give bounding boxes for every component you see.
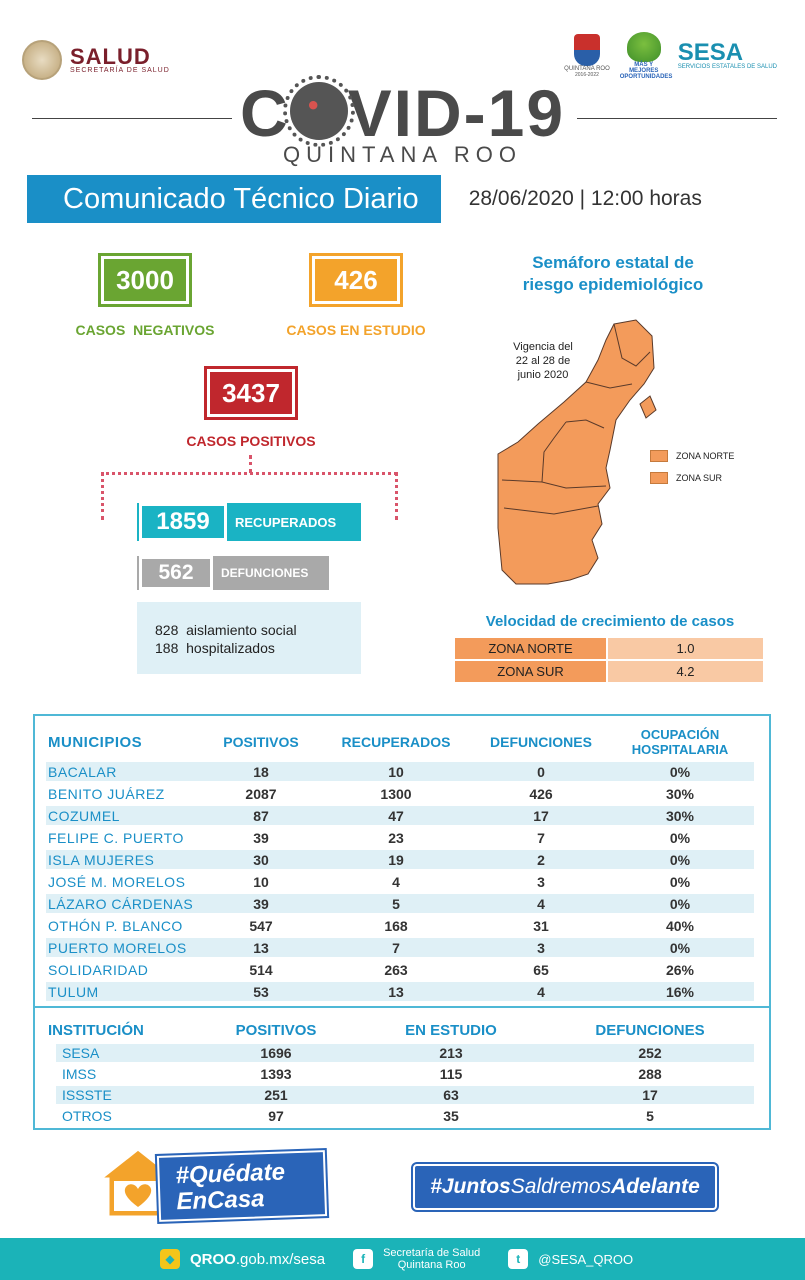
semaforo-title: Semáforo estatal de riesgo epidemiológico	[522, 253, 704, 294]
table-row	[46, 784, 754, 803]
banner-datetime: 28/06/2020 | 12:00 horas	[441, 175, 781, 223]
connector-dots	[101, 472, 397, 475]
ocupacion-value: 0%	[669, 895, 691, 912]
table-row	[46, 850, 754, 869]
municipio-name: BACALAR	[48, 763, 117, 780]
defunciones-value: 288	[638, 1066, 662, 1082]
table-row	[46, 806, 754, 825]
table-row	[46, 938, 754, 957]
facebook-link[interactable]: f Secretaría de Salud Quintana Roo	[353, 1247, 480, 1271]
positivos-value: 87	[253, 807, 269, 824]
en-estudio-value: 63	[443, 1087, 459, 1103]
positivos-value: 10	[253, 873, 269, 890]
table-row	[46, 762, 754, 781]
positivos-value: 547	[249, 917, 273, 934]
recuperados-value: 263	[384, 961, 408, 978]
header-defunciones: DEFUNCIONES	[595, 1021, 705, 1039]
municipio-name: COZUMEL	[48, 807, 120, 824]
growth-value: 4.2	[607, 660, 763, 682]
salud-logo	[22, 40, 170, 80]
header-defunciones: DEFUNCIONES	[490, 734, 592, 750]
negative-cases-label: CASOS NEGATIVOS	[75, 322, 215, 338]
recuperados-value: 47	[388, 807, 404, 824]
positivos-value: 39	[253, 829, 269, 846]
defunciones-value: 0	[537, 763, 545, 780]
connector-dots	[395, 472, 398, 520]
quedate-text: #Quédate EnCasa	[157, 1150, 327, 1222]
legend-swatch	[650, 472, 668, 484]
recuperados-value: 7	[392, 939, 400, 956]
header-positivos: POSITIVOS	[235, 1021, 317, 1039]
positivos-value: 251	[264, 1087, 288, 1103]
defunciones-value: 4	[537, 895, 545, 912]
ocupacion-value: 40%	[665, 917, 695, 934]
header-municipios: MUNICIPIOS	[48, 733, 143, 751]
positivos-value: 97	[268, 1108, 284, 1124]
study-cases-value: 426	[312, 256, 400, 304]
quintana-roo-logo: QUINTANA ROO 2016-2022	[564, 34, 610, 78]
report-banner	[27, 175, 781, 223]
ocupacion-value: 16%	[665, 983, 695, 1000]
positive-cases-label: CASOS POSITIVOS	[186, 433, 316, 449]
defunciones-value: 65	[533, 961, 549, 978]
defunciones-value: 17	[533, 807, 549, 824]
ocupacion-value: 0%	[669, 939, 691, 956]
header-en-estudio: EN ESTUDIO	[405, 1021, 497, 1039]
mexico-seal-icon	[22, 40, 62, 80]
positivos-value: 30	[253, 851, 269, 868]
defunciones-value: 5	[646, 1108, 654, 1124]
defunciones-value: 31	[533, 917, 549, 934]
study-cases-label: CASOS EN ESTUDIO	[286, 322, 426, 338]
municipio-name: SOLIDARIDAD	[48, 961, 149, 978]
positivos-value: 53	[253, 983, 269, 1000]
footer	[0, 1238, 805, 1280]
isolation-label: aislamiento social	[186, 622, 297, 638]
deaths-badge	[137, 556, 329, 590]
facebook-icon: f	[353, 1249, 373, 1269]
table-row	[56, 1107, 754, 1125]
twitter-icon: t	[508, 1249, 528, 1269]
table-row	[455, 638, 763, 660]
defunciones-value: 2	[537, 851, 545, 868]
municipio-name: BENITO JUÁREZ	[48, 785, 165, 802]
table-row	[46, 894, 754, 913]
recuperados-value: 10	[388, 763, 404, 780]
municipio-name: LÁZARO CÁRDENAS	[48, 895, 194, 912]
institucion-name: SESA	[62, 1045, 100, 1061]
legend-swatch	[650, 450, 668, 462]
table-row	[46, 960, 754, 979]
hospitalized-value: 188	[155, 640, 179, 656]
positivos-value: 13	[253, 939, 269, 956]
municipio-name: ISLA MUJERES	[48, 851, 155, 868]
salud-subtitle: SECRETARÍA DE SALUD	[70, 66, 170, 74]
growth-zone: ZONA NORTE	[455, 638, 607, 660]
table-row	[56, 1065, 754, 1083]
deaths-label: DEFUNCIONES	[221, 566, 309, 580]
quintana-roo-map	[494, 318, 664, 586]
en-estudio-value: 213	[439, 1045, 463, 1061]
quedate-en-casa-badge	[94, 1145, 334, 1221]
virus-icon	[290, 82, 348, 140]
table-row	[455, 660, 763, 682]
isolation-value: 828	[155, 622, 179, 638]
header-ocupacion: OCUPACIÓN HOSPITALARIA	[631, 727, 729, 757]
ocupacion-value: 30%	[665, 807, 695, 824]
banner-title: Comunicado Técnico Diario	[63, 182, 419, 215]
recovered-label: RECUPERADOS	[235, 514, 337, 530]
table-row	[46, 916, 754, 935]
en-estudio-value: 115	[439, 1066, 463, 1082]
defunciones-value: 3	[537, 873, 545, 890]
defunciones-value: 7	[537, 829, 545, 846]
positivos-value: 2087	[245, 785, 277, 802]
recovered-badge	[137, 503, 361, 541]
institucion-name: IMSS	[62, 1066, 97, 1082]
positivos-value: 18	[253, 763, 269, 780]
defunciones-value: 4	[537, 983, 545, 1000]
ocupacion-value: 0%	[669, 851, 691, 868]
table-row	[46, 828, 754, 847]
twitter-link[interactable]: t @SESA_QROO	[508, 1249, 633, 1269]
state-subtitle: QUINTANA ROO	[282, 142, 523, 167]
table-row	[56, 1044, 754, 1062]
connector-dots	[249, 455, 252, 473]
ocupacion-value: 26%	[665, 961, 695, 978]
recuperados-value: 19	[388, 851, 404, 868]
recuperados-value: 168	[384, 917, 408, 934]
recuperados-value: 1300	[380, 785, 412, 802]
municipio-name: FELIPE C. PUERTO	[48, 829, 184, 846]
defunciones-value: 252	[638, 1045, 662, 1061]
table-row	[56, 1086, 754, 1104]
ocupacion-value: 0%	[669, 873, 691, 890]
table-row	[46, 982, 754, 1001]
legend-zona-sur: ZONA SUR	[650, 472, 722, 484]
juntos-badge: #Juntos Saldremos Adelante	[413, 1164, 717, 1210]
header-institucion: INSTITUCIÓN	[48, 1021, 144, 1039]
institucion-name: OTROS	[62, 1108, 112, 1124]
active-cases-box	[137, 602, 361, 674]
municipalities-header	[46, 726, 754, 758]
municipio-name: TULUM	[48, 983, 99, 1000]
covid-title: C VID-19	[239, 76, 566, 150]
municipio-name: OTHÓN P. BLANCO	[48, 917, 183, 934]
municipio-name: PUERTO MORELOS	[48, 939, 187, 956]
positivos-value: 514	[249, 961, 273, 978]
institucion-name: ISSSTE	[62, 1087, 112, 1103]
salud-title: SALUD	[70, 43, 151, 69]
partner-logos	[564, 32, 777, 80]
website-link[interactable]: ◆ QROO .gob.mx/sesa	[160, 1249, 325, 1269]
header-positivos: POSITIVOS	[223, 734, 299, 750]
growth-value: 1.0	[607, 638, 763, 660]
vigencia-text: Vigencia del 22 al 28 de junio 2020	[513, 341, 573, 381]
ocupacion-value: 0%	[669, 829, 691, 846]
recovered-value: 1859	[139, 503, 227, 541]
mas-oportunidades-logo: MÁS Y MEJORES OPORTUNIDADES	[620, 32, 668, 80]
en-estudio-value: 35	[443, 1108, 459, 1124]
legend-zona-norte: ZONA NORTE	[650, 450, 734, 462]
ocupacion-value: 0%	[669, 763, 691, 780]
positivos-value: 39	[253, 895, 269, 912]
sesa-logo: SESA SERVICIOS ESTATALES DE SALUD	[677, 39, 777, 70]
municipio-name: JOSÉ M. MORELOS	[48, 873, 186, 890]
positivos-value: 1696	[260, 1045, 292, 1061]
growth-zone: ZONA SUR	[455, 660, 607, 682]
connector-dots	[101, 472, 104, 520]
hospitalized-label: hospitalizados	[186, 640, 275, 656]
qroo-web-icon: ◆	[160, 1249, 180, 1269]
recuperados-value: 4	[392, 873, 400, 890]
recuperados-value: 23	[388, 829, 404, 846]
negative-cases-value: 3000	[101, 256, 189, 304]
institutions-header	[46, 1019, 754, 1041]
table-row	[46, 872, 754, 891]
recuperados-value: 5	[392, 895, 400, 912]
tree-icon	[627, 32, 661, 62]
recuperados-value: 13	[388, 983, 404, 1000]
ocupacion-value: 30%	[665, 785, 695, 802]
growth-table	[455, 638, 763, 682]
defunciones-value: 3	[537, 939, 545, 956]
table-separator	[35, 1006, 769, 1008]
quintana-roo-shield-icon	[574, 34, 600, 66]
positive-cases-value: 3437	[207, 369, 295, 417]
defunciones-value: 17	[642, 1087, 658, 1103]
header-recuperados: RECUPERADOS	[341, 734, 451, 750]
positivos-value: 1393	[260, 1066, 292, 1082]
growth-title: Velocidad de crecimiento de casos	[485, 613, 735, 630]
defunciones-value: 426	[529, 785, 553, 802]
deaths-value: 562	[139, 556, 213, 590]
